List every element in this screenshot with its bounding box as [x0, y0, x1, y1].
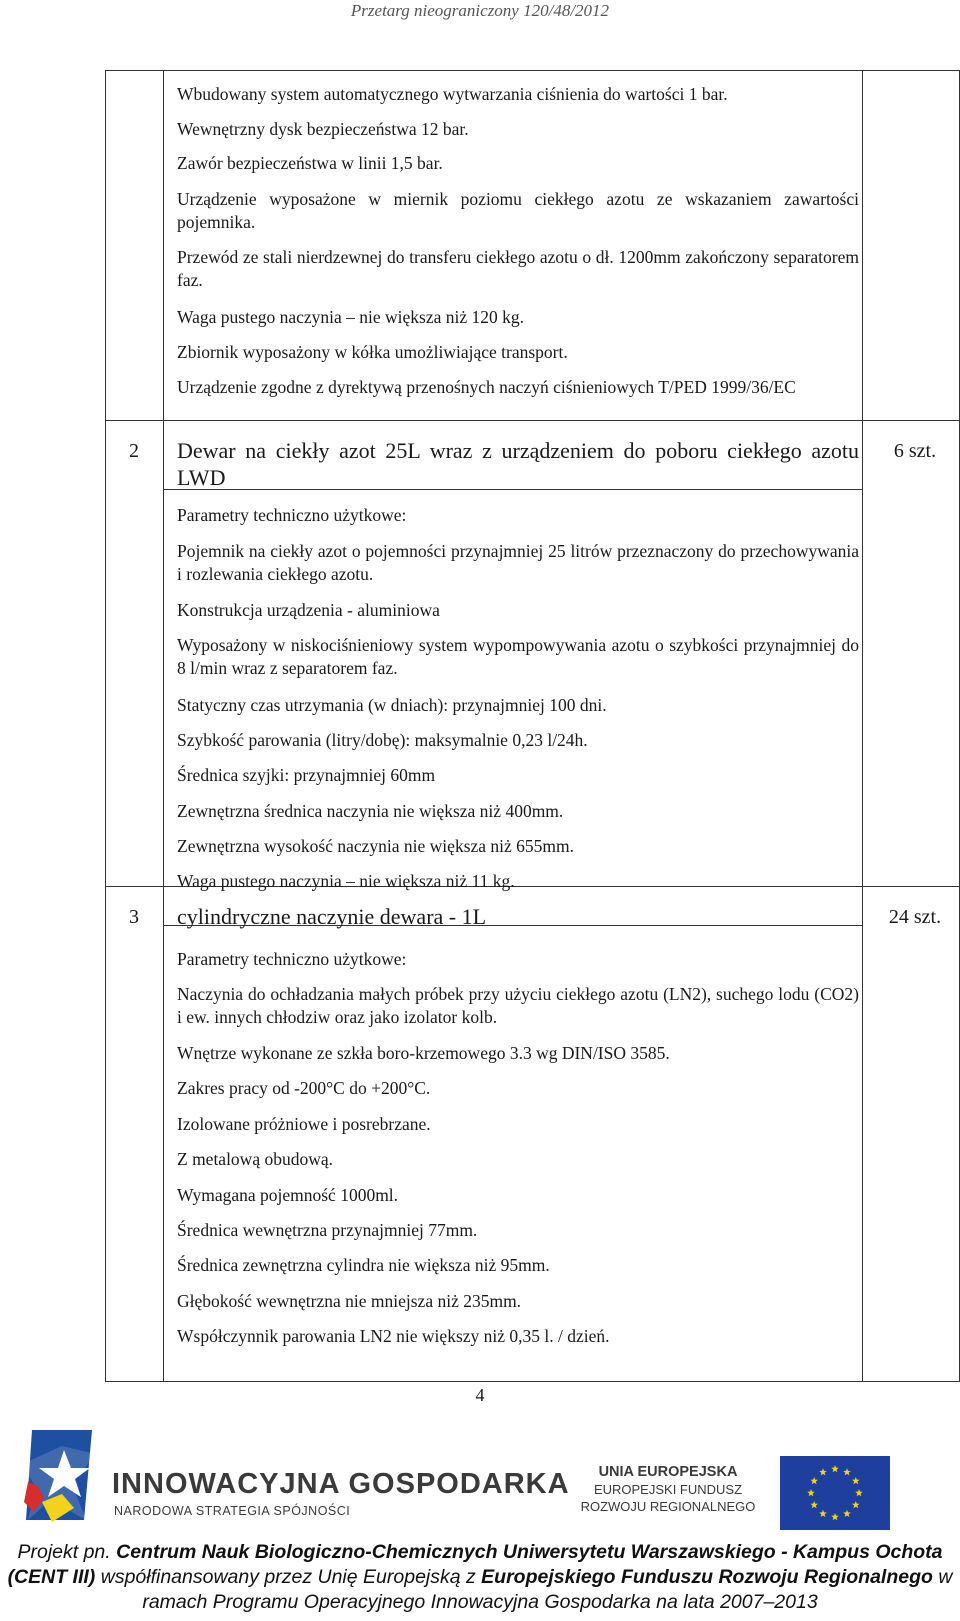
spec-line: Przewód ze stali nierdzewnej do transferu ciekłego azotu o dł. 1200mm zakończony separatorem faz.: [177, 247, 859, 290]
spec-line: Urządzenie wyposażone w miernik poziomu ciekłego azotu ze wskazaniem zawartości pojemnika.: [177, 189, 859, 232]
spec-line: Średnica wewnętrzna przynajmniej 77mm.: [177, 1220, 478, 1240]
spec-line: Urządzenie zgodne z dyrektywą przenośnych naczyń ciśnieniowych T/PED 1999/36/EC: [177, 377, 796, 397]
spec-line: Zewnętrzna wysokość naczynia nie większa niż 655mm.: [177, 836, 575, 856]
params-label: Parametry techniczno użytkowe:: [177, 505, 407, 525]
spec-line: Średnica szyjki: przynajmniej 60mm: [177, 765, 436, 785]
page-header: [0, 0, 960, 22]
footer-prefix: Projekt pn.: [17, 1541, 117, 1563]
item-title: cylindryczne naczynie dewara - 1L: [177, 904, 487, 929]
innowacyjna-gospodarka-logo-icon: [22, 1424, 100, 1528]
item-number: 3: [129, 906, 139, 928]
spec-line: Zawór bezpieczeństwa w linii 1,5 bar.: [177, 153, 443, 173]
item-quantity: 6 szt.: [893, 440, 937, 462]
ue-line-1: UNIA EUROPEJSKA: [598, 1464, 738, 1480]
spec-line: Szybkość parowania (litry/dobę): maksymalnie 0,23 l/24h.: [177, 730, 588, 750]
spec-line: Zakres pracy od -200°C do +200°C.: [177, 1078, 431, 1098]
spec-line: Pojemnik na ciekły azot o pojemności przynajmniej 25 litrów przeznaczony do przechowywania i rozlewania ciekłego azotu.: [177, 541, 859, 584]
ue-line-2: EUROPEJSKI FUNDUSZ: [593, 1482, 743, 1497]
tender-title: Przetarg nieograniczony 120/48/2012: [350, 1, 610, 20]
col-divider-lp: [163, 70, 164, 1382]
footer-mid: współfinansowany przez Unię Europejską z: [95, 1566, 482, 1588]
ue-line-3: ROZWOJU REGIONALNEGO: [580, 1499, 756, 1514]
spec-line: Średnica zewnętrzna cylindra nie większa niż 95mm.: [177, 1255, 550, 1275]
item-quantity: 24 szt.: [888, 906, 942, 928]
spec-line: Współczynnik parowania LN2 nie większy niż 0,35 l. / dzień.: [177, 1326, 610, 1346]
spec-line: Naczynia do ochładzania małych próbek przy użyciu ciekłego azotu (LN2), suchego lodu (CO2) i ew. innych chłodziw oraz jako izolator kolb.: [177, 984, 859, 1027]
spec-line: Konstrukcja urządzenia - aluminiowa: [177, 600, 440, 620]
spec-line: Waga pustego naczynia – nie większa niż 11 kg.: [177, 871, 515, 891]
col-divider-qty: [862, 70, 863, 1382]
logo-bar: [0, 1420, 960, 1535]
spec-line: Waga pustego naczynia – nie większa niż 120 kg.: [177, 307, 525, 327]
ig-subtitle: NARODOWA STRATEGIA SPÓJNOŚCI: [114, 1504, 351, 1518]
row-divider-2: [105, 420, 960, 421]
spec-line: Z metalową obudową.: [177, 1149, 333, 1169]
spec-line: Zewnętrzna średnica naczynia nie większa niż 400mm.: [177, 801, 564, 821]
params-label: Parametry techniczno użytkowe:: [177, 949, 407, 969]
spec-line: Wymagana pojemność 1000ml.: [177, 1185, 399, 1205]
item-title: Dewar na ciekły azot 25L wraz z urządzeniem do poboru ciekłego azotu LWD: [177, 438, 859, 490]
footer-project-name: Centrum Nauk Biologiczno-Chemicznych Uniwersytetu Warszawskiego - Kampus Ochota (CENT III): [7, 1541, 943, 1588]
footer-fund: Europejskiego Funduszu Rozwoju Regionalnego: [481, 1566, 933, 1588]
ig-title: INNOWACYJNA GOSPODARKA: [112, 1468, 570, 1500]
spec-line: Wnętrze wykonane ze szkła boro-krzemowego 3.3 wg DIN/ISO 3585.: [177, 1043, 670, 1063]
page-number: 4: [475, 1385, 485, 1405]
item-number: 2: [129, 440, 139, 462]
spec-line: Zbiornik wyposażony w kółka umożliwiające transport.: [177, 342, 568, 362]
spec-line: Wyposażony w niskociśnieniowy system wypompowywania azotu o szybkości przynajmniej do 8 l/min wraz z separatorem faz.: [177, 635, 859, 678]
eu-flag-icon: [780, 1456, 890, 1530]
ue-text-block: [568, 1464, 768, 1515]
project-footer: [0, 1540, 960, 1615]
spec-line: Statyczny czas utrzymania (w dniach): przynajmniej 100 dni.: [177, 695, 607, 715]
spec-line: Izolowane próżniowe i posrebrzane.: [177, 1114, 431, 1134]
spec-line: Wewnętrzny dysk bezpieczeństwa 12 bar.: [177, 119, 469, 139]
footer-suffix: w ramach Programu Operacyjnego Innowacyjna Gospodarka na lata 2007–2013: [142, 1566, 953, 1613]
spec-line: Wbudowany system automatycznego wytwarzania ciśnienia do wartości 1 bar.: [177, 84, 728, 104]
spec-line: Głębokość wewnętrzna nie mniejsza niż 235mm.: [177, 1291, 522, 1311]
